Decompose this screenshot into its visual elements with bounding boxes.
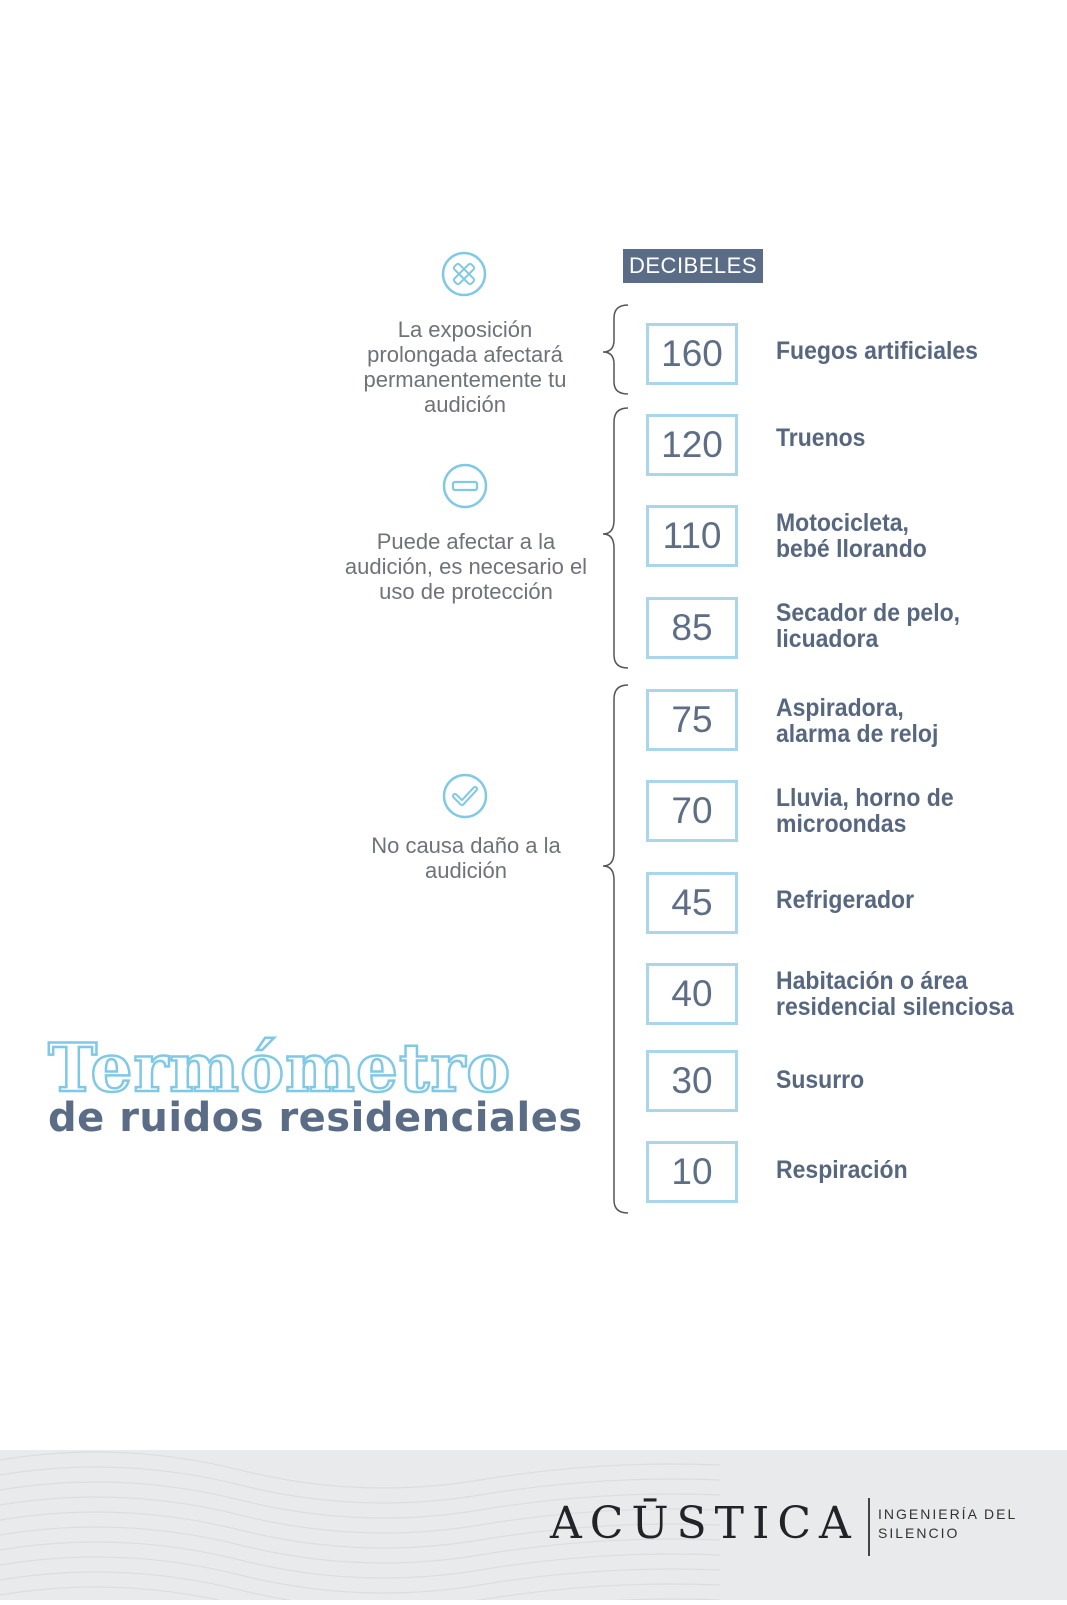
- noise-source: Truenos: [776, 424, 866, 452]
- db-value: 10: [646, 1141, 738, 1203]
- db-value: 120: [646, 414, 738, 476]
- check-circle-icon: [442, 773, 488, 819]
- db-value: 30: [646, 1050, 738, 1112]
- db-value: 85: [646, 597, 738, 659]
- noise-source: Motocicleta, bebé llorando: [776, 509, 927, 563]
- brand-divider: [868, 1498, 870, 1556]
- noise-source: Susurro: [776, 1066, 865, 1094]
- db-value: 45: [646, 872, 738, 934]
- category-text-caution: Puede afectar a la audición, es necesario el uso de protección: [344, 529, 588, 604]
- minus-circle-icon: [442, 463, 488, 509]
- noise-source: Fuegos artificiales: [776, 337, 978, 365]
- db-value: 75: [646, 689, 738, 751]
- brace-safe: [603, 685, 628, 1213]
- noise-source: Aspiradora, alarma de reloj: [776, 694, 939, 748]
- noise-source: Respiración: [776, 1156, 908, 1184]
- brand-tagline: INGENIERÍA DEL SILENCIO: [878, 1506, 1017, 1541]
- page-title: Termómetro: [48, 1029, 512, 1107]
- db-value: 160: [646, 323, 738, 385]
- group-braces: [600, 0, 640, 1230]
- decibels-header: DECIBELES: [623, 249, 763, 283]
- db-value: 40: [646, 963, 738, 1025]
- brace-danger: [603, 305, 628, 394]
- category-text-safe: No causa daño a la audición: [371, 833, 561, 883]
- category-text-danger: La exposición prolongada afectará permanentemente tu audición: [363, 317, 567, 417]
- noise-source: Lluvia, horno de microondas: [776, 784, 954, 838]
- noise-source: Habitación o área residencial silenciosa: [776, 967, 1014, 1021]
- noise-source: Refrigerador: [776, 886, 915, 914]
- noise-source: Secador de pelo, licuadora: [776, 599, 961, 653]
- db-value: 70: [646, 780, 738, 842]
- brace-caution: [603, 408, 628, 668]
- db-value: 110: [646, 505, 738, 567]
- page-subtitle: de ruidos residenciales: [48, 1095, 583, 1141]
- brand-logo: ACŪSTICA: [550, 1498, 859, 1549]
- x-circle-icon: [441, 251, 487, 297]
